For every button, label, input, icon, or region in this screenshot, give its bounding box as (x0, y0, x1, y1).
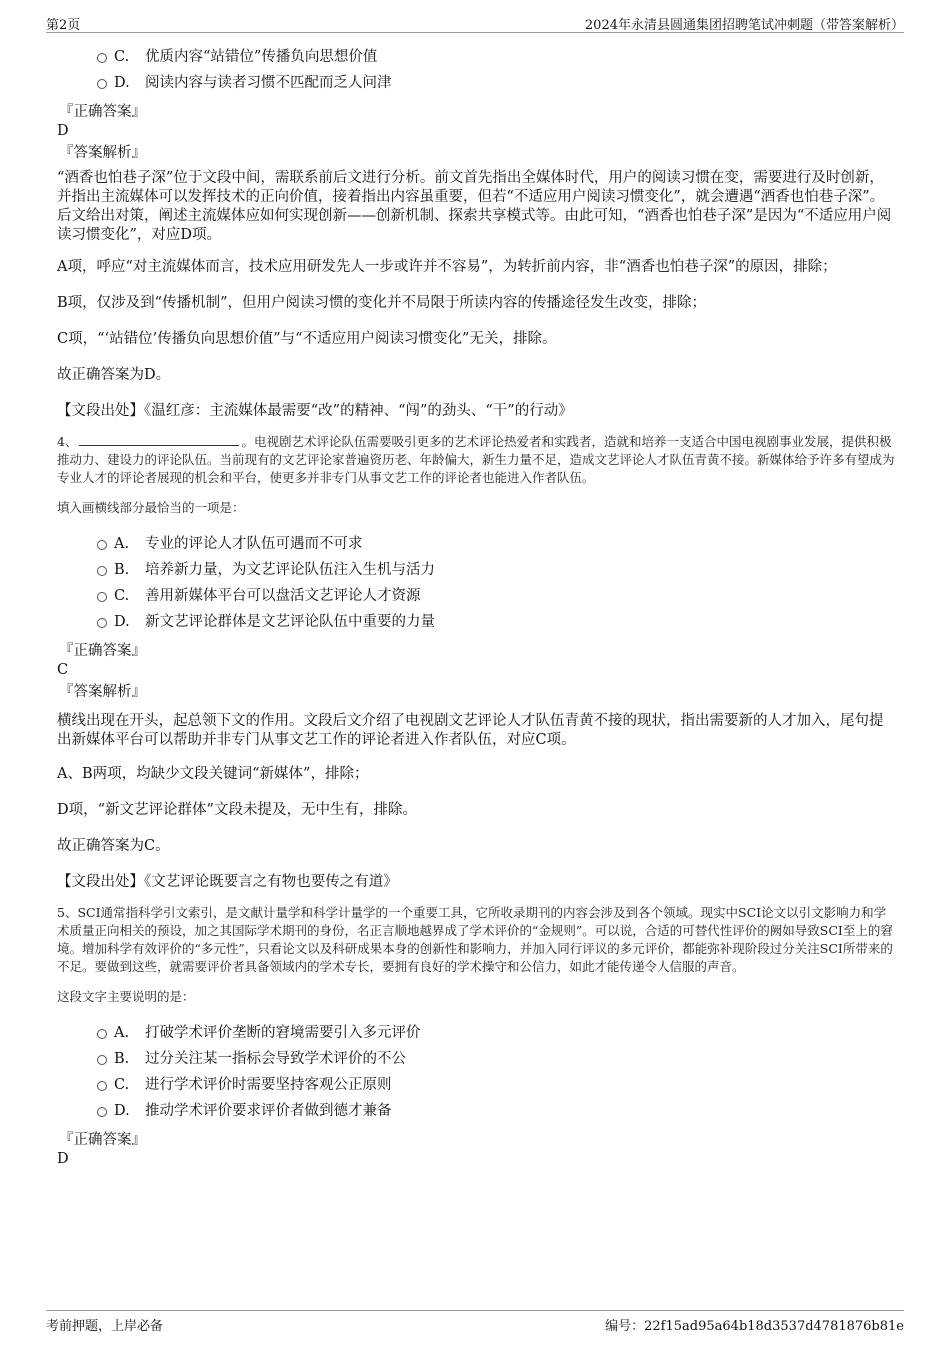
document-body (57, 44, 897, 1169)
radio-icon[interactable] (97, 53, 107, 63)
q5-option-c[interactable]: C. 进行学术评价时需要坚持客观公正原则 (57, 1072, 897, 1098)
analysis-paragraph: C项，“‘站错位’传播负向思想价值”与“不适应用户阅读习惯变化”无关，排除。 (57, 331, 557, 347)
q4-option-b[interactable]: B. 培养新力量，为文艺评论队伍注入生机与活力 (57, 557, 897, 583)
q4-option-d[interactable]: D. 新文艺评论群体是文艺评论队伍中重要的力量 (57, 609, 897, 635)
radio-icon[interactable] (97, 1081, 107, 1091)
correct-answer: C (57, 662, 69, 678)
q4-option-c[interactable]: C. 善用新媒体平台可以盘活文艺评论人才资源 (57, 583, 897, 609)
document-title: 2024年永清县圆通集团招聘笔试冲刺题（带答案解析） (584, 18, 904, 33)
analysis-conclusion: 故正确答案为D。 (57, 367, 171, 383)
radio-icon[interactable] (97, 79, 107, 89)
analysis-paragraph: A、B两项，均缺少文段关键词“新媒体”，排除； (57, 766, 369, 782)
analysis-paragraph: A项，呼应“对主流媒体而言，技术应用研发先人一步或许并不容易”，为转折前内容，非“酒香也怕巷子深”的原因，排除； (57, 259, 837, 275)
analysis-conclusion: 故正确答案为C。 (57, 838, 170, 854)
analysis-label: 『答案解析』 (59, 684, 146, 700)
analysis-label: 『答案解析』 (59, 145, 146, 161)
question-4-stem: 4、 。电视剧艺术评论队伍需要吸引更多的艺术评论热爱者和实践者，造就和培养一支适合中国电视剧事业发展，提供积极推动力、建设力的评论队伍。当前现有的文艺评论家普遍资历老、年龄偏大，新生力量不足，造成文艺评论人才队伍青黄不接。新媒体给予许多有望成为专业人才的评论者展现的机会和平台，使更多并非专门从事文艺工作的评论者也能进入作者队伍。 (57, 434, 895, 485)
q3-options (57, 44, 897, 96)
analysis-paragraph: D项，“新文艺评论群体”文段未提及，无中生有，排除。 (57, 802, 417, 818)
answer-label: 『正确答案』 (59, 104, 146, 120)
q4-option-a[interactable]: A. 专业的评论人才队伍可遇而不可求 (57, 531, 897, 557)
page-footer (46, 1310, 904, 1335)
question-4-prompt: 填入画横线部分最恰当的一项是： (57, 500, 245, 515)
radio-icon[interactable] (97, 540, 107, 550)
q5-option-b[interactable]: B. 过分关注某一指标会导致学术评价的不公 (57, 1046, 897, 1072)
analysis-paragraph: 横线出现在开头，起总领下文的作用。文段后文介绍了电视剧文艺评论人才队伍青黄不接的现状，指出需要新的人才加入，尾句提出新媒体平台可以帮助并非专门从事文艺工作的评论者进入作者队伍，对应C项。 (57, 713, 884, 748)
text-source: 【文段出处】《文艺评论既要言之有物也要传之有道》 (57, 874, 398, 890)
answer-label: 『正确答案』 (59, 643, 146, 659)
footer-slogan: 考前押题，上岸必备 (46, 1319, 164, 1334)
page-number: 第2页 (46, 18, 81, 33)
radio-icon[interactable] (97, 566, 107, 576)
q5-option-d[interactable]: D. 推动学术评价要求评价者做到德才兼备 (57, 1098, 897, 1124)
correct-answer: D (57, 1151, 69, 1167)
radio-icon[interactable] (97, 1029, 107, 1039)
radio-icon[interactable] (97, 618, 107, 628)
page-header (46, 12, 904, 33)
q4-options (57, 531, 897, 635)
q5-options (57, 1020, 897, 1124)
question-5-prompt: 这段文字主要说明的是： (57, 989, 195, 1004)
question-5-stem: 5、SCI通常指科学引文索引，是文献计量学和科学计量学的一个重要工具，它所收录期刊的内容会涉及到各个领域。现实中SCI论文以引文影响力和学术质量正向相关的预设，加之其国际学术期刊的身份，名正言顺地越界成了学术评价的“金规则”。可以说，合适的可替代性评价的阙如导致SCI至上的窘境。增加科学有效评价的“多元性”，只看论文以及科研成果本身的创新性和影响力，并加入同行评议的多元评价，都能弥补现阶段过分关注SCI所带来的不足。要做到这些，就需要评价者具备领域内的学术专长，要拥有良好的学术操守和公信力，如此才能传递令人信服的声音。 (57, 905, 893, 974)
analysis-paragraph: B项，仅涉及到“传播机制”，但用户阅读习惯的变化并不局限于所读内容的传播途径发生改变，排除； (57, 295, 706, 311)
analysis-paragraph: “酒香也怕巷子深”位于文段中间，需联系前后文进行分析。前文首先指出全媒体时代，用户的阅读习惯在变，需要进行及时创新，并指出主流媒体可以发挥技术的正向价值，接着指出内容虽重要，但若“不适应用户阅读习惯变化”，就会遭遇“酒香也怕巷子深”。后文给出对策，阐述主流媒体应如何实现创新——创新机制、探索共享模式等。由此可知，“酒香也怕巷子深”是因为“不适应用户阅读习惯变化”，对应D项。 (57, 170, 892, 243)
radio-icon[interactable] (97, 1107, 107, 1117)
text-source: 【文段出处】《温红彦：主流媒体最需要“改”的精神、“闯”的劲头、“干”的行动》 (57, 403, 573, 419)
radio-icon[interactable] (97, 592, 107, 602)
answer-label: 『正确答案』 (59, 1132, 146, 1148)
fill-blank (79, 433, 239, 446)
q5-option-a[interactable]: A. 打破学术评价垄断的窘境需要引入多元评价 (57, 1020, 897, 1046)
q3-option-d[interactable]: D. 阅读内容与读者习惯不匹配而乏人问津 (57, 70, 897, 96)
correct-answer: D (57, 123, 69, 139)
radio-icon[interactable] (97, 1055, 107, 1065)
q3-option-c[interactable]: C. 优质内容“站错位”传播负向思想价值 (57, 44, 897, 70)
document-id: 编号：22f15ad95a64b18d3537d4781876b81e (605, 1319, 904, 1334)
